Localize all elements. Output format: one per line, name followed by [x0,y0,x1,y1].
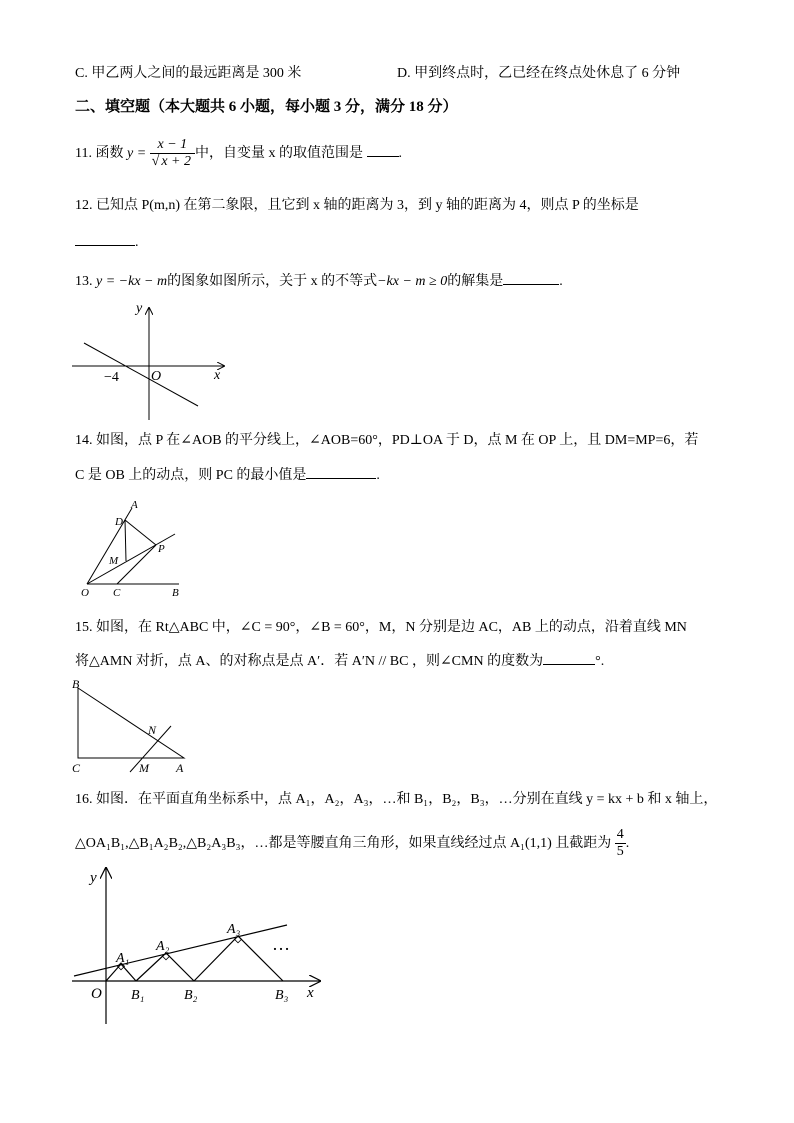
q12-end: . [135,235,139,250]
q15-line2-text: 将△AMN 对折，点 A、的对称点是点 A′．若 A′N // BC ，则∠CMN 的度数为 [75,654,544,669]
fig13-origin-label: O [151,369,162,384]
fig16-origin-label: O [91,986,102,1002]
fig14-pd [125,520,156,545]
fig16-label-b1: B₁ [131,988,145,1003]
q13-mid: 的图象如图所示，关于 x 的不等式 [167,274,378,289]
fig16-label-b3: B₃ [275,988,289,1003]
q14-line2-text: C 是 OB 上的动点，则 PC 的最小值是 [75,468,307,483]
fig15-label-c: C [72,761,81,775]
figure-13 [68,296,238,424]
fig16-label-a2: A₂ [156,939,170,954]
fig14-label-a: A [131,499,138,511]
q15-answer-blank[interactable] [543,650,595,665]
fig15-label-a: A [176,761,184,775]
fig14-ray-op [87,534,175,584]
fig15-label-m: M [139,761,149,775]
figure-15 [70,674,200,778]
fig16-y-label: y [90,870,97,886]
q13-end: . [559,274,563,289]
q11-fraction [150,137,195,170]
q16-frac-den: 5 [616,844,624,860]
fig14-label-m: M [109,555,119,567]
question-14-line2 [75,464,380,486]
q16-frac-num: 4 [616,827,624,843]
fig13-line [84,343,198,406]
figure-14 [75,496,195,600]
fig14-pc [117,545,156,584]
fig16-triangle-1 [106,964,136,981]
section-title: 二、填空题（本大题共 6 小题，每小题 3 分，满分 18 分） [75,99,458,115]
fig15-label-n: N [148,723,157,737]
q13-answer-blank[interactable] [503,270,559,285]
q11-denominator: √ x + 2 [151,154,192,170]
fig16-label-a3: A₃ [227,922,241,937]
q14-answer-blank[interactable] [306,464,376,479]
question-13 [75,270,563,292]
question-11 [75,136,402,172]
q11-suffix: 中，自变量 x 的取值范围是 [195,146,364,161]
fig14-label-p: P [158,543,165,555]
q11-prefix: 11. 函数 [75,146,124,161]
fig15-label-b: B [72,677,80,691]
question-15: 15. 如图，在 Rt△ABC 中，∠C = 90°，∠B = 60°，M，N 分别是边 AC，AB 上的动点，沿着直线 MN [75,620,687,635]
q13-prefix: 13. [75,274,93,289]
q16-line2-text: △OA₁B₁,△B₁A₂B₂,△B₂A₃B₃，…都是等腰直角三角形，如果直线经过点 A₁(1,1) 且截距为 [75,836,612,851]
fig15-triangle [78,688,184,758]
fig14-label-d: D [115,516,123,528]
option-d: D. 甲到终点时，乙已经在终点处休息了 6 分钟 [397,66,681,81]
fig13-tick-label: −4 [104,370,119,385]
fig16-label-a1: A₁ [116,951,130,966]
fig14-label-b: B [172,587,179,599]
q15-end: °. [595,654,605,669]
figure-16 [68,864,330,1028]
fig14-label-c: C [113,587,121,599]
option-c: C. 甲乙两人之间的最远距离是 300 米 [75,66,302,81]
q11-radicand: x + 2 [161,154,192,170]
question-16: 16. 如图．在平面直角坐标系中，点 A₁，A₂，A₃，…和 B₁，B₂，B₃，…分别在直线 y = kx + b 和 x 轴上， [75,792,718,807]
question-12: 12. 已知点 P(m,n) 在第二象限，且它到 x 轴的距离为 3，到 y 轴的距离为 4，则点 P 的坐标是 [75,198,639,213]
question-15-line2 [75,650,604,672]
q13-inequality: −kx − m ≥ 0 [377,274,448,289]
fig14-label-o: O [81,587,89,599]
fig13-x-label: x [214,368,221,383]
q12-answer-blank[interactable] [75,231,135,246]
fig16-triangle-2 [136,953,194,981]
q11-answer-blank[interactable] [367,142,399,157]
fig14-dm [125,520,126,561]
q13-equation: y = −kx − m [96,274,168,289]
question-16-line2 [75,826,629,862]
question-14: 14. 如图，点 P 在∠AOB 的平分线上，∠AOB=60°，PD⊥OA 于 D，点 M 在 OP 上，且 DM=MP=6，若 [75,433,699,448]
fig13-y-label: y [136,301,143,316]
q16-end: . [625,836,630,851]
q11-numerator: x − 1 [150,137,195,154]
q14-end: . [376,468,380,483]
q13-suffix: 的解集是 [447,274,504,289]
q12-answer-line [75,231,139,253]
q16-intercept-fraction [615,827,626,860]
fig16-label-b2: B₂ [184,988,198,1003]
fig16-ellipsis: … [272,934,290,954]
q11-y: y = [126,146,147,161]
fig16-x-label: x [307,985,314,1001]
q11-end: . [398,146,403,161]
